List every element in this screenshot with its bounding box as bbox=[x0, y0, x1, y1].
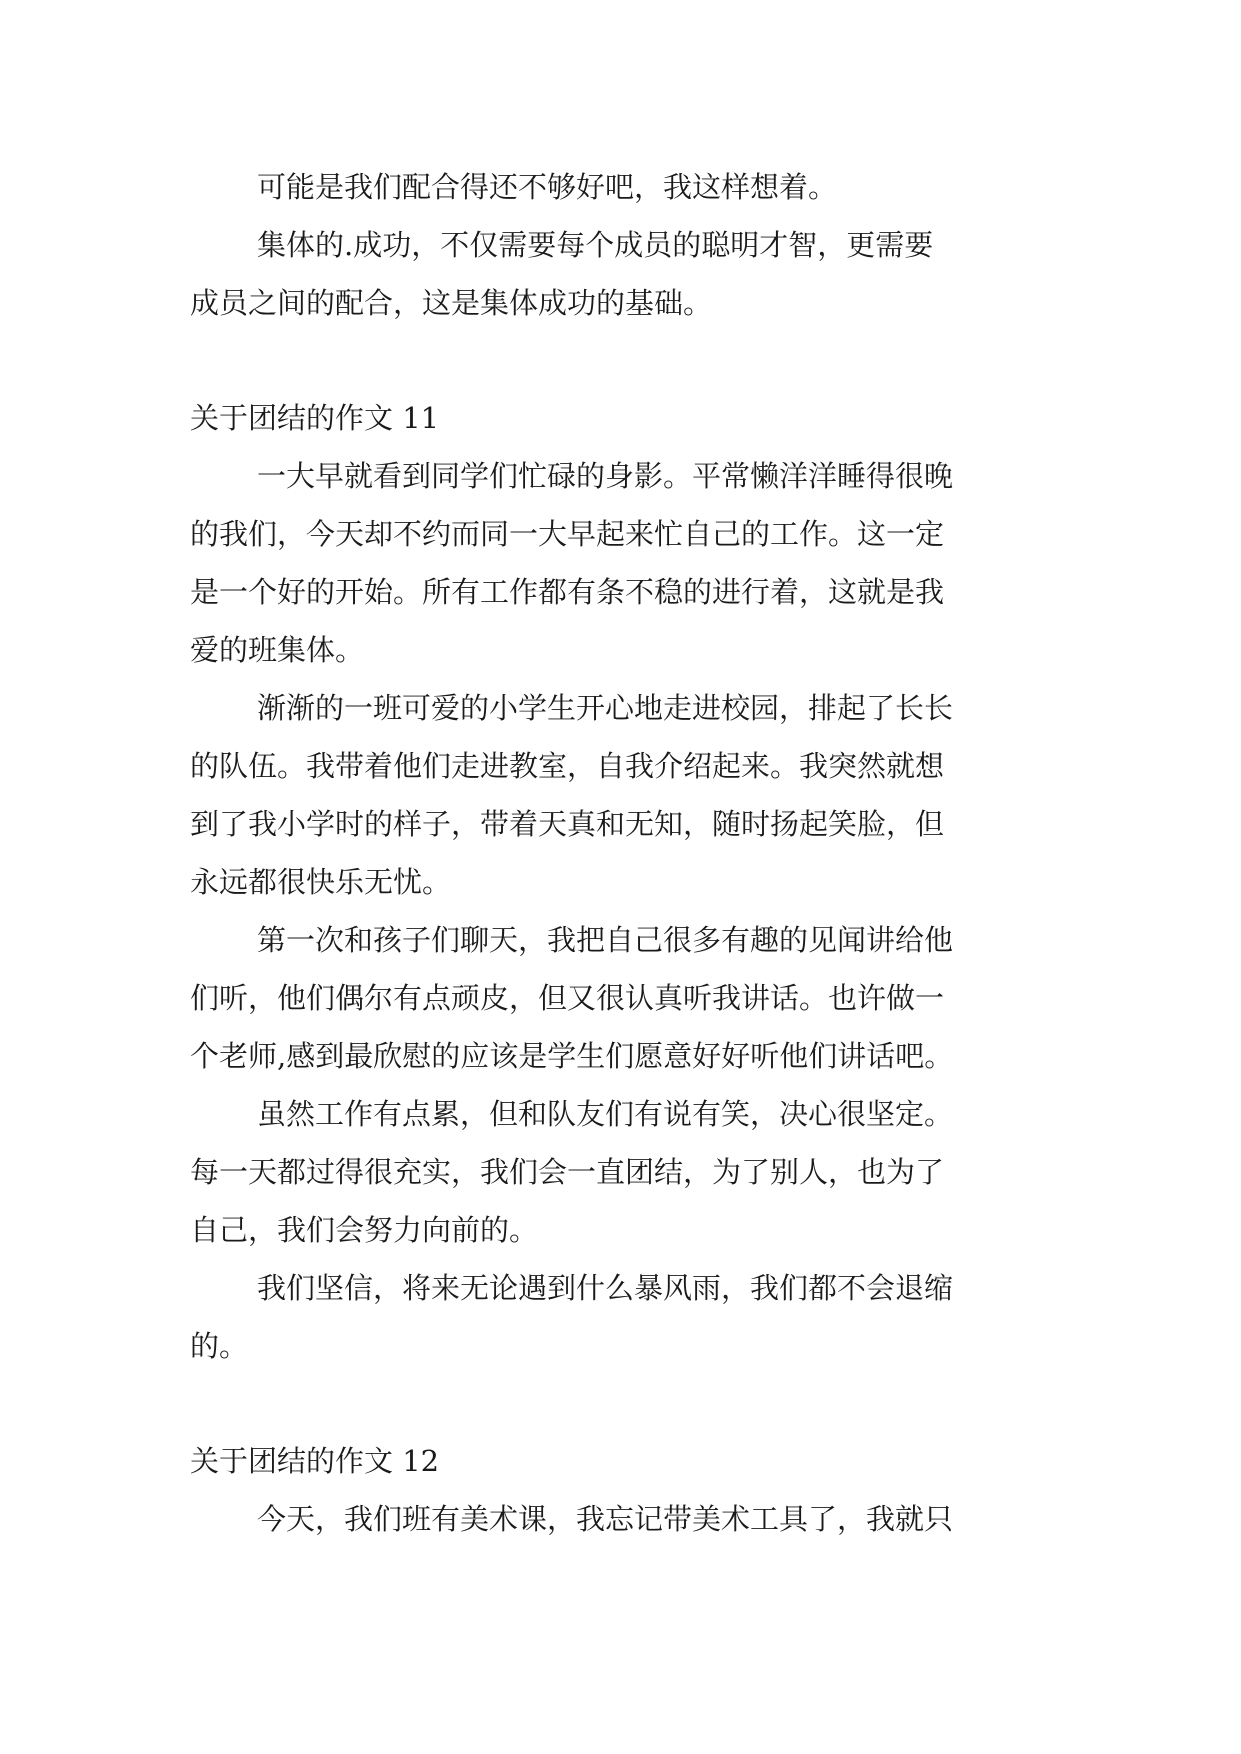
section-heading: 关于团结的作文 11 bbox=[190, 401, 440, 435]
paragraph-line: 虽然工作有点累，但和队友们有说有笑，决心很坚定。 bbox=[257, 1097, 954, 1131]
paragraph-line: 到了我小学时的样子，带着天真和无知，随时扬起笑脸，但 bbox=[190, 807, 945, 841]
paragraph-line: 渐渐的一班可爱的小学生开心地走进校园，排起了长长 bbox=[257, 691, 954, 725]
paragraph-line: 的。 bbox=[190, 1329, 249, 1363]
paragraph-line: 我们坚信，将来无论遇到什么暴风雨，我们都不会退缩 bbox=[257, 1271, 954, 1305]
paragraph-line: 第一次和孩子们聊天，我把自己很多有趣的见闻讲给他 bbox=[257, 923, 954, 957]
paragraph-line: 今天，我们班有美术课，我忘记带美术工具了，我就只 bbox=[257, 1502, 954, 1536]
paragraph-line: 集体的.成功，不仅需要每个成员的聪明才智，更需要 bbox=[257, 228, 934, 262]
paragraph-line: 的队伍。我带着他们走进教室，自我介绍起来。我突然就想 bbox=[190, 749, 945, 783]
paragraph-line: 自己，我们会努力向前的。 bbox=[190, 1213, 539, 1247]
section-heading: 关于团结的作文 12 bbox=[190, 1444, 440, 1478]
paragraph-line: 一大早就看到同学们忙碌的身影。平常懒洋洋睡得很晚 bbox=[257, 459, 954, 493]
paragraph-line: 们听，他们偶尔有点顽皮，但又很认真听我讲话。也许做一 bbox=[190, 981, 945, 1015]
paragraph-line: 的我们，今天却不约而同一大早起来忙自己的工作。这一定 bbox=[190, 517, 945, 551]
paragraph-line: 可能是我们配合得还不够好吧，我这样想着。 bbox=[257, 170, 838, 204]
paragraph-line: 永远都很快乐无忧。 bbox=[190, 865, 452, 899]
paragraph-line: 是一个好的开始。所有工作都有条不稳的进行着，这就是我 bbox=[190, 575, 945, 609]
paragraph-line: 成员之间的配合，这是集体成功的基础。 bbox=[190, 286, 713, 320]
paragraph-line: 每一天都过得很充实，我们会一直团结，为了别人，也为了 bbox=[190, 1155, 945, 1189]
paragraph-line: 爱的班集体。 bbox=[190, 633, 365, 667]
paragraph-line: 个老师,感到最欣慰的应该是学生们愿意好好听他们讲话吧。 bbox=[190, 1039, 954, 1073]
